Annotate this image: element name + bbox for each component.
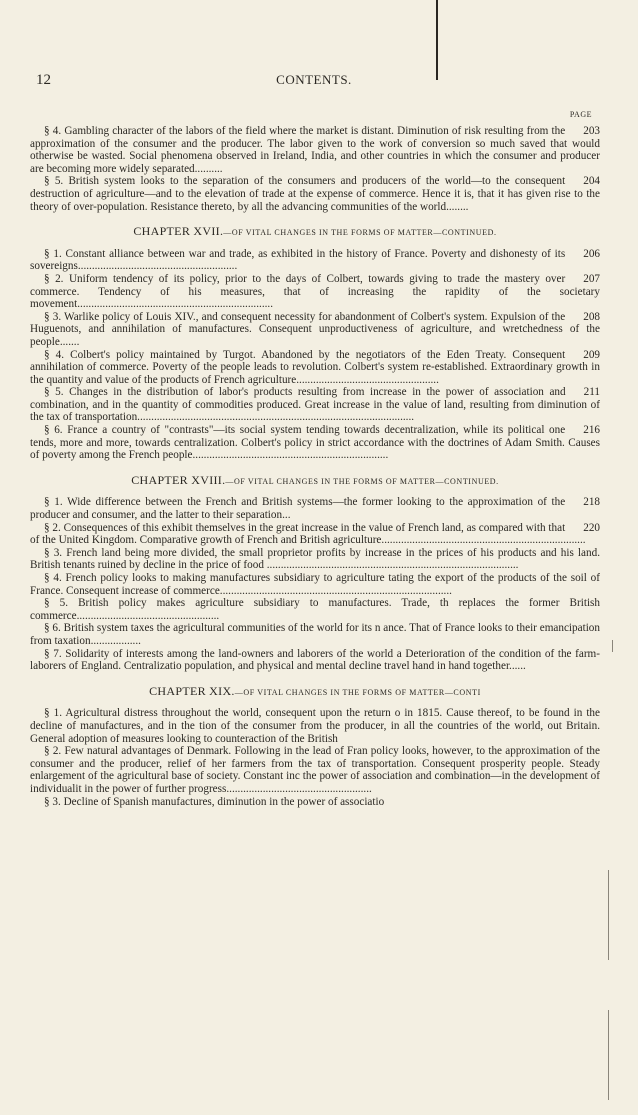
contents-entry	[30, 597, 600, 622]
contents-entry	[30, 424, 600, 462]
contents-entry	[30, 572, 600, 597]
entry-text: § 4. Colbert's policy maintained by Turgot. Abandoned by the negotiators of the Eden Treaty. Consequent annihilation of commerce. Poverty of the people leads to revolution. Colbert's system re-established. Extraordinary growth in the quantity and value of the products of French agriculture...................................................	[30, 348, 600, 386]
chapter-heading	[30, 225, 600, 240]
chapter-heading	[30, 685, 600, 700]
entry-text: § 6. France a country of "contrasts"—its social system tending towards decentralization, while its political one tends, more and more, towards centralization. Colbert's policy in strict accordance with the doctrines of Adam Smith. Causes of poverty among the French people......................................................................	[30, 424, 600, 462]
contents-entry	[30, 496, 600, 521]
margin-mark	[608, 1010, 609, 1100]
margin-mark	[608, 870, 609, 960]
entry-text: § 3. Warlike policy of Louis XIV., and consequent necessity for abandonment of Colbert's system. Expulsion of the Huguenots, and annihilation of manufactures. Consequent unproductiveness of agriculture, and wretchedness of the people.......	[30, 310, 600, 348]
contents-entry	[30, 622, 600, 647]
page-header	[36, 72, 592, 119]
entry-text: § 5. British system looks to the separation of the consumers and producers of the world—to the consequent destruction of agriculture—and to the elevation of trade at the expense of commerce. Hence it is, that it has given rise to the theory of over-population. Resistance thereto, by all the advancing communities of the world........	[30, 175, 600, 213]
entry-text: § 7. Solidarity of interests among the land-owners and laborers of the world a Deterioration of the condition of the farm-laborers of England. Centralizatio population, and physical and mental decline travel hand in hand together......	[30, 647, 600, 673]
entry-text: § 3. Decline of Spanish manufactures, diminution in the power of associatio	[44, 795, 385, 808]
contents-entry	[30, 175, 600, 213]
entry-page-number: 207	[583, 272, 600, 285]
chapter-title: CHAPTER XVIII.	[131, 472, 226, 487]
entry-text: § 2. Few natural advantages of Denmark. Following in the lead of Fran policy looks, however, to the approximation of the consumer and the producer, relief of her farmers from the tax of transportation. Consequent prosperity people. Steady enlargement of the agricultural base of society. Constant inc the power of association and combination—in the development of individualit in the power of further progress....................................................	[30, 745, 600, 795]
entry-text: § 3. French land being more divided, the small proprietor profits by increase in the prices of his products and his land. British tenants ruined by decline in the price of food ..........................................................................................	[30, 546, 600, 572]
page-column-label: PAGE	[569, 110, 592, 119]
chapter-title: CHAPTER XVII.	[133, 224, 224, 239]
entry-text: § 5. Changes in the distribution of labor's products resulting from increase in the power of association and combination, and in the quantity of commodities produced. Great increase in the value of land, resulting from diminution of the tax of transportation...................................................................................................	[30, 386, 600, 424]
page-number: 12	[36, 72, 51, 88]
contents-entry	[30, 522, 600, 547]
margin-mark	[612, 640, 613, 652]
entry-text: § 4. Gambling character of the labors of the field where the market is distant. Diminution of risk resulting from the approximation of the consumer and the producer. The labor given to the work of conversion so much saved that would otherwise be wasted. Social phenomena observed in Ireland, India, and other countries in which the consumer and producer are becoming more widely separated..........	[30, 125, 600, 175]
entry-text: § 2. Uniform tendency of its policy, prior to the days of Colbert, towards giving to trade the mastery over commerce. Tendency of his measures, that of increasing the rapidity of the societary movement......................................................................	[30, 272, 600, 311]
running-title: CONTENTS.	[276, 72, 352, 87]
entry-page-number: 203	[583, 125, 600, 137]
entry-page-number: 211	[583, 386, 600, 399]
contents-entry	[30, 796, 600, 809]
entry-page-number: 220	[583, 521, 600, 534]
entry-page-number: 216	[583, 424, 600, 437]
contents-list	[30, 125, 600, 808]
contents-entry	[30, 273, 600, 311]
chapter-subtitle: —OF VITAL CHANGES IN THE FORMS OF MATTER—CONTINUED.	[225, 476, 499, 486]
entry-page-number: 206	[583, 247, 600, 260]
contents-entry	[30, 311, 600, 349]
chapter-subtitle: —OF VITAL CHANGES IN THE FORMS OF MATTER—CONTI	[234, 687, 481, 697]
entry-page-number: 204	[583, 175, 600, 188]
contents-entry	[30, 125, 600, 175]
entry-text: § 5. British policy makes agriculture subsidiary to manufactures. Trade, th replaces the former British commerce...................................................	[30, 597, 600, 622]
contents-entry	[30, 386, 600, 424]
contents-entry	[30, 248, 600, 273]
contents-entry	[30, 648, 600, 673]
contents-entry	[30, 349, 600, 387]
contents-entry	[30, 745, 600, 795]
contents-entry	[30, 707, 600, 745]
entry-text: § 6. British system taxes the agricultural communities of the world for its n ance. That of France looks to their emancipation from taxation..................	[30, 622, 600, 647]
contents-entry	[30, 547, 600, 572]
entry-text: § 2. Consequences of this exhibit themselves in the great increase in the value of French land, as compared with that of the United Kingdom. Comparative growth of French and British agriculture.........................................................................	[30, 521, 586, 547]
entry-page-number: 209	[583, 348, 600, 361]
chapter-heading	[30, 474, 600, 489]
binding-mark	[436, 0, 438, 80]
entry-text: § 1. Agricultural distress throughout the world, consequent upon the return o in 1815. Cause thereof, to be found in the decline of manufactures, and in the tion of the consumer from the producer, in all the countries of the world, out Britain. General adoption of measures looking to counteraction of the British	[30, 707, 600, 745]
chapter-title: CHAPTER XIX.	[149, 683, 235, 698]
chapter-subtitle: —OF VITAL CHANGES IN THE FORMS OF MATTER—CONTINUED.	[223, 228, 497, 238]
entry-page-number: 218	[583, 496, 600, 509]
entry-text: § 1. Constant alliance between war and trade, as exhibited in the history of France. Poverty and dishonesty of its sovereigns.........................................................	[30, 247, 566, 273]
entry-text: § 4. French policy looks to making manufactures subsidiary to agriculture tating the export of the products of the soil of France. Consequent increase of commerce...................................................................................	[30, 572, 600, 597]
entry-text: § 1. Wide difference between the French and British systems—the former looking to the approximation of the producer and consumer, and the latter to their separation...	[30, 496, 566, 522]
entry-page-number: 208	[583, 310, 600, 323]
